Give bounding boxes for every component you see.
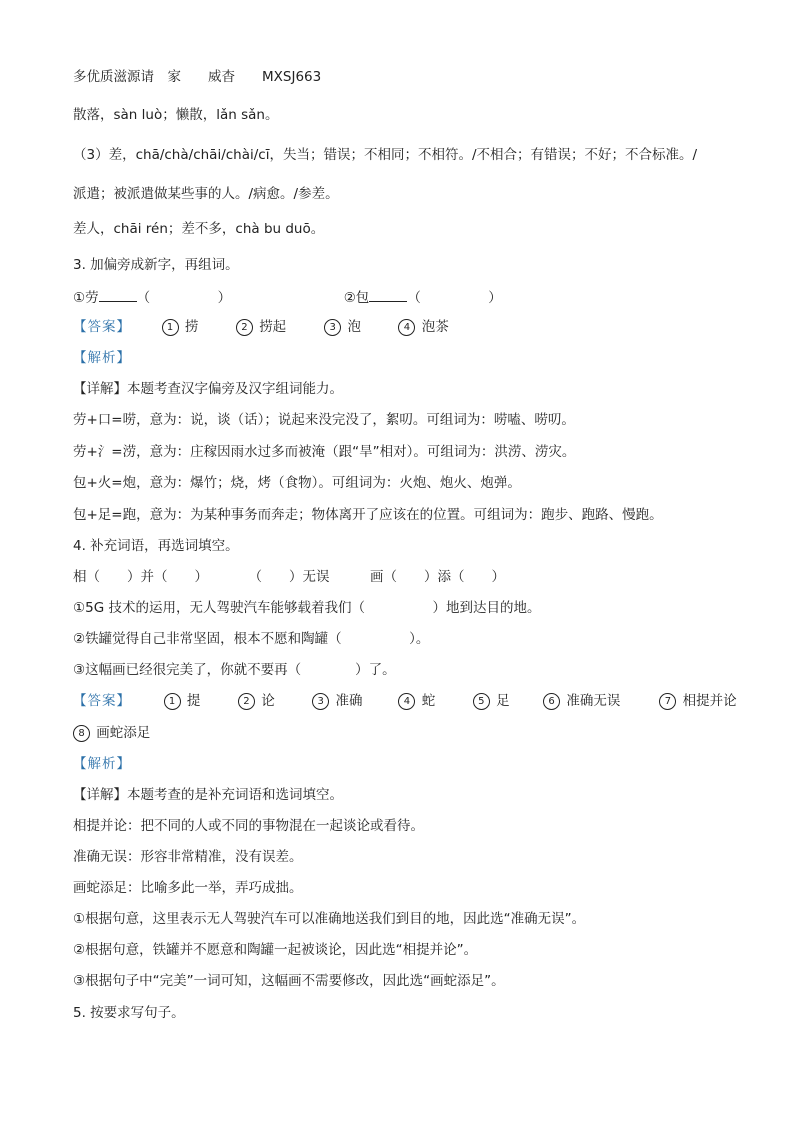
circled-number: 8 — [73, 725, 90, 742]
text-line: 劳+口=唠，意为：说，谈（话）；说起来没完没了，絮叨。可组词为：唠嗑、唠叨。 — [73, 412, 575, 428]
detail-line: 【详解】本题考查汉字偏旁及汉字组词能力。 — [73, 381, 343, 397]
text-line: ②铁罐觉得自己非常坚固，根本不愿和陶罐（ ）。 — [73, 631, 430, 647]
text-line: 散落，sàn luò；懒散，lǎn sǎn。 — [73, 107, 279, 123]
blank-prefix: ①劳 — [73, 290, 99, 306]
analysis-tag: 【解析】 — [73, 350, 131, 366]
text-line: 包+火=炮，意为：爆竹；烧，烤（食物）。可组词为：火炮、炮火、炮弹。 — [73, 475, 521, 491]
circled-number: 5 — [473, 693, 490, 710]
answer-item — [164, 692, 234, 710]
answer-text: 蛇 — [421, 693, 436, 709]
text-line: ③根据句子中“完美”一词可知，这幅画不需要修改，因此选“画蛇添足”。 — [73, 973, 505, 989]
text-line: 派遣；被派遣做某些事的人。/病愈。/参差。 — [73, 186, 339, 202]
answer-text: 足 — [496, 693, 510, 709]
answer-item — [398, 318, 448, 336]
circled-number: 4 — [398, 693, 415, 710]
question-words: 相（ ）并（ ） （ ）无误 画（ ）添（ ） — [73, 569, 505, 585]
answer-item — [324, 318, 394, 336]
answer-item — [659, 692, 736, 710]
answer-tag: 【答案】 — [73, 319, 131, 335]
answer-text: 泡 — [347, 319, 361, 335]
text-line: ①5G 技术的运用，无人驾驶汽车能够载着我们（ ）地到达目的地。 — [73, 600, 541, 616]
circled-number: 1 — [164, 693, 181, 710]
circled-number: 4 — [398, 319, 415, 336]
circled-number: 6 — [543, 693, 560, 710]
circled-number: 1 — [162, 319, 179, 336]
text-line: 相提并论：把不同的人或不同的事物混在一起谈论或看待。 — [73, 818, 424, 834]
question-title: 4. 补充词语，再选词填空。 — [73, 538, 239, 554]
answer-text: 画蛇添足 — [96, 725, 151, 741]
text-line: ②根据句意，铁罐并不愿意和陶罐一起被谈论，因此选“相提并论”。 — [73, 942, 478, 958]
circled-number: 7 — [659, 693, 676, 710]
answer-text: 捞起 — [259, 319, 287, 335]
paren-blank: （ ） — [407, 290, 502, 306]
fill-blank — [369, 287, 407, 302]
answer-text: 论 — [261, 693, 275, 709]
answer-item — [473, 692, 539, 710]
question-title: 3. 加偏旁成新字，再组词。 — [73, 257, 239, 273]
answer-item — [162, 318, 232, 336]
blank-prefix: ②包 — [343, 290, 370, 306]
text-line: ①根据句意，这里表示无人驾驶汽车可以准确地送我们到目的地，因此选“准确无误”。 — [73, 911, 586, 927]
answer-item — [312, 692, 394, 710]
answer-item — [73, 724, 150, 742]
answer-text: 泡茶 — [421, 319, 449, 335]
answer-item — [543, 692, 655, 710]
paren-blank: （ ） — [136, 290, 232, 306]
question-title: 5. 按要求写句子。 — [73, 1005, 185, 1021]
answer-line — [73, 724, 150, 742]
circled-number: 2 — [238, 693, 255, 710]
answer-text: 准确 — [335, 693, 363, 709]
text-line: 劳+氵=涝，意为：庄稼因雨水过多而被淹（跟“旱”相对）。可组词为：洪涝、涝灾。 — [73, 444, 576, 460]
circled-number: 2 — [236, 319, 253, 336]
text-line: ③这幅画已经很完美了，你就不要再（ ）了。 — [73, 662, 396, 678]
circled-number: 3 — [324, 319, 341, 336]
answer-text: 相提并论 — [682, 693, 737, 709]
text-line: 差人，chāi rén；差不多，chà bu duō。 — [73, 221, 325, 237]
question-blanks — [73, 287, 502, 307]
fill-blank — [99, 287, 137, 302]
answer-item — [236, 318, 320, 336]
page-header: 多优质滋源请 家 威杳 MXSJ663 — [73, 69, 322, 85]
text-line: 画蛇添足：比喻多此一举，弄巧成拙。 — [73, 880, 303, 896]
circled-number: 3 — [312, 693, 329, 710]
answer-item — [238, 692, 308, 710]
answer-text: 提 — [186, 693, 201, 709]
analysis-tag: 【解析】 — [73, 756, 131, 772]
answer-line — [73, 318, 449, 336]
answer-item — [398, 692, 468, 710]
text-line: 包+足=跑，意为：为某种事务而奔走；物体离开了应该在的位置。可组词为：跑步、跑路、慢跑。 — [73, 507, 663, 523]
detail-line: 【详解】本题考查的是补充词语和选词填空。 — [73, 787, 343, 803]
answer-line — [73, 692, 737, 710]
answer-text: 捞 — [184, 319, 199, 335]
text-line: 准确无误：形容非常精准，没有误差。 — [73, 849, 303, 865]
text-line: （3）差，chā/chà/chāi/chài/cī，失当；错误；不相同；不相符。/不相合；有错误；不好；不合标准。/ — [73, 147, 698, 163]
answer-tag: 【答案】 — [73, 693, 131, 709]
answer-text: 准确无误 — [566, 693, 621, 709]
